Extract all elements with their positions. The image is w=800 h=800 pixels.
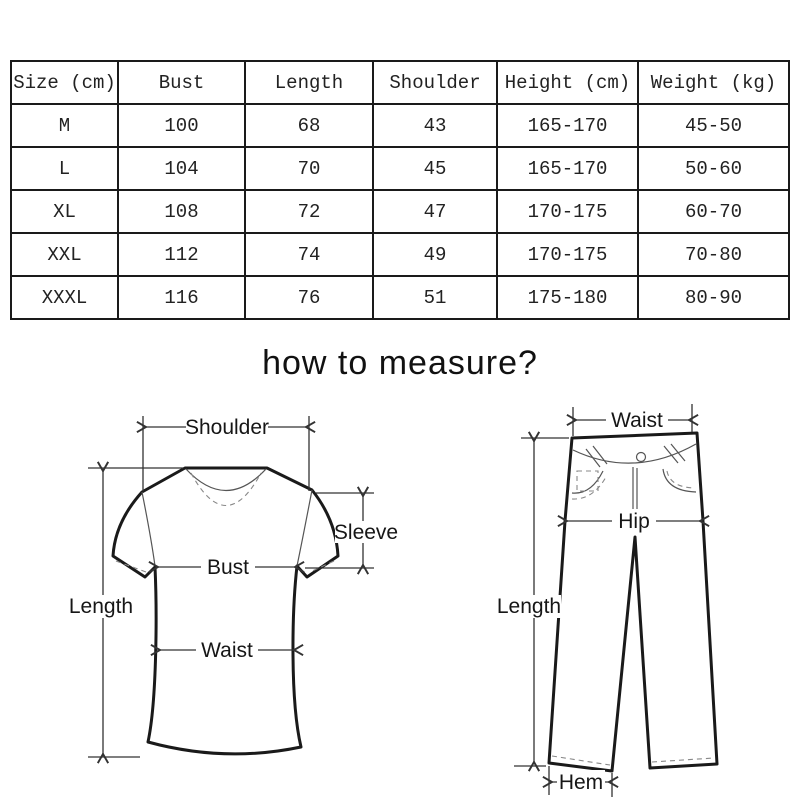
size-table bbox=[10, 60, 790, 320]
cell-shoulder: 49 bbox=[373, 233, 497, 276]
cell-bust: 116 bbox=[118, 276, 245, 319]
cell-shoulder: 45 bbox=[373, 147, 497, 190]
cell-size: M bbox=[11, 104, 118, 147]
cell-weight: 60-70 bbox=[638, 190, 789, 233]
pants-waist-dimension bbox=[573, 404, 692, 436]
cell-weight: 50-60 bbox=[638, 147, 789, 190]
cell-length: 72 bbox=[245, 190, 373, 233]
cell-height: 170-175 bbox=[497, 233, 638, 276]
cell-bust: 100 bbox=[118, 104, 245, 147]
cell-height: 175-180 bbox=[497, 276, 638, 319]
sleeve-label: Sleeve bbox=[333, 521, 399, 544]
tshirt-outline bbox=[113, 468, 338, 754]
cell-size: L bbox=[11, 147, 118, 190]
cell-height: 165-170 bbox=[497, 104, 638, 147]
shirt-waist-label: Waist bbox=[201, 639, 253, 662]
cell-weight: 70-80 bbox=[638, 233, 789, 276]
table-row-xxl bbox=[11, 233, 789, 276]
table-row-xxxl bbox=[11, 276, 789, 319]
pants-waist-label: Waist bbox=[611, 409, 663, 432]
pants-length-label: Length bbox=[496, 595, 562, 618]
header-cell-bust: Bust bbox=[118, 61, 245, 104]
cell-bust: 112 bbox=[118, 233, 245, 276]
cell-weight: 45-50 bbox=[638, 104, 789, 147]
how-to-measure-heading: how to measure? bbox=[262, 344, 538, 382]
cell-size: XXL bbox=[11, 233, 118, 276]
cell-size: XXXL bbox=[11, 276, 118, 319]
header-cell-shoulder: Shoulder bbox=[373, 61, 497, 104]
cell-bust: 108 bbox=[118, 190, 245, 233]
hem-dimension bbox=[549, 766, 612, 797]
table-row-xl bbox=[11, 190, 789, 233]
cell-length: 74 bbox=[245, 233, 373, 276]
table-row-l bbox=[11, 147, 789, 190]
cell-length: 70 bbox=[245, 147, 373, 190]
cell-bust: 104 bbox=[118, 147, 245, 190]
cell-length: 76 bbox=[245, 276, 373, 319]
pants-diagram bbox=[497, 404, 717, 797]
cell-height: 165-170 bbox=[497, 147, 638, 190]
header-cell-height: Height (cm) bbox=[497, 61, 638, 104]
cell-length: 68 bbox=[245, 104, 373, 147]
cell-weight: 80-90 bbox=[638, 276, 789, 319]
cell-shoulder: 43 bbox=[373, 104, 497, 147]
bust-label: Bust bbox=[206, 556, 250, 579]
shoulder-label: Shoulder bbox=[184, 416, 270, 439]
hem-label: Hem bbox=[558, 771, 604, 794]
header-cell-length: Length bbox=[245, 61, 373, 104]
header-cell-weight: Weight (kg) bbox=[638, 61, 789, 104]
tshirt-diagram bbox=[69, 416, 398, 757]
cell-shoulder: 51 bbox=[373, 276, 497, 319]
shirt-length-label: Length bbox=[68, 595, 134, 618]
cell-height: 170-175 bbox=[497, 190, 638, 233]
size-table-header-row bbox=[11, 61, 789, 104]
cell-shoulder: 47 bbox=[373, 190, 497, 233]
cell-size: XL bbox=[11, 190, 118, 233]
hip-label: Hip bbox=[618, 510, 650, 533]
header-cell-size: Size (cm) bbox=[11, 61, 118, 104]
table-row-m bbox=[11, 104, 789, 147]
measure-diagram bbox=[0, 400, 800, 800]
